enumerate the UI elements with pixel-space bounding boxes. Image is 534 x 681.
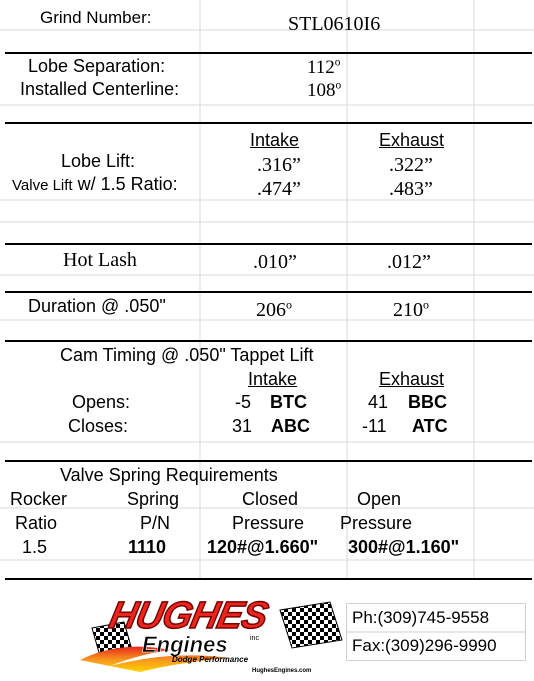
open-pressure-value: 300#@1.160" xyxy=(348,537,460,557)
degree-mark: o xyxy=(423,297,429,312)
hot-lash-exhaust: .012” xyxy=(387,251,431,273)
lobe-lift-exhaust: .322” xyxy=(389,154,433,176)
closed-pressure-value: 120#@1.660" xyxy=(207,537,319,557)
grind-number-value: STL0610I6 xyxy=(288,13,381,35)
logo-url-text: HughesEngines.com xyxy=(252,668,312,674)
logo-brand-text: HUGHES xyxy=(105,594,272,637)
lift-intake-header: Intake xyxy=(250,130,300,150)
lift-exhaust-header: Exhaust xyxy=(379,130,445,150)
opens-exhaust-value: 41 xyxy=(368,392,389,412)
logo-tagline-text: Dodge Performance xyxy=(172,655,249,664)
valve-lift-exhaust: .483” xyxy=(389,178,433,200)
closes-exhaust-ref: ATC xyxy=(412,416,448,436)
hot-lash-intake: .010” xyxy=(253,251,297,273)
duration-intake: 206$^o$ xyxy=(256,297,292,321)
section-divider xyxy=(5,122,532,124)
hughes-engines-logo xyxy=(80,588,345,676)
section-divider xyxy=(5,52,532,54)
section-divider xyxy=(5,460,532,462)
valve-lift-intake: .474” xyxy=(257,178,301,200)
grind-number-label: Grind Number: xyxy=(40,8,152,27)
spring-pn-value: 1110 xyxy=(128,537,167,557)
phone-number: Ph:(309)745-9558 xyxy=(352,608,490,627)
closes-label: Closes: xyxy=(68,416,129,436)
section-divider xyxy=(5,291,532,293)
degree-mark: o xyxy=(334,56,341,69)
opens-intake-value: -5 xyxy=(235,392,252,412)
closes-exhaust-value: -11 xyxy=(362,416,387,436)
closes-intake-value: 31 xyxy=(232,416,253,436)
col-rocker-header-1: Rocker xyxy=(10,489,68,509)
logo-inc-text: inc xyxy=(250,635,259,642)
hot-lash-label: Hot Lash xyxy=(63,249,137,271)
closes-intake-ref: ABC xyxy=(271,416,310,436)
col-spring-header-1: Spring xyxy=(127,489,180,509)
col-spring-header-2: P/N xyxy=(140,513,171,533)
valve-lift-label: Valve Lift w/ 1.5 Ratio: xyxy=(12,174,178,194)
opens-label: Opens: xyxy=(72,392,131,412)
duration-label: Duration @ .050" xyxy=(28,296,166,316)
opens-intake-ref: BTC xyxy=(270,392,307,412)
degree-mark: o xyxy=(335,79,342,92)
logo-sub-text: Engines xyxy=(142,632,228,657)
opens-exhaust-ref: BBC xyxy=(408,392,447,412)
cam-timing-intake-header: Intake xyxy=(248,369,298,389)
valve-spring-title: Valve Spring Requirements xyxy=(60,465,278,485)
rocker-ratio-value: 1.5 xyxy=(22,537,48,557)
section-divider xyxy=(5,243,532,245)
section-divider xyxy=(5,578,532,580)
installed-centerline-value: 108$^o$ xyxy=(307,79,342,101)
lobe-separation-label: Lobe Separation: xyxy=(28,56,166,76)
contact-box xyxy=(346,603,526,661)
col-open-header-2: Pressure xyxy=(340,513,413,533)
fax-number: Fax:(309)296-9990 xyxy=(352,636,497,655)
installed-centerline-label: Installed Centerline: xyxy=(20,79,180,99)
col-closed-header-1: Closed xyxy=(242,489,299,509)
lobe-separation-value: 112$^o$ xyxy=(307,56,341,78)
lobe-lift-label: Lobe Lift: xyxy=(61,151,136,171)
degree-mark: o xyxy=(286,297,292,312)
col-closed-header-2: Pressure xyxy=(232,513,305,533)
col-open-header-1: Open xyxy=(357,489,402,509)
checkered-flag-icon xyxy=(280,602,342,648)
cam-timing-title: Cam Timing @ .050" Tappet Lift xyxy=(60,345,314,365)
lobe-lift-intake: .316” xyxy=(257,154,301,176)
duration-exhaust: 210$^o$ xyxy=(393,297,429,321)
cam-timing-exhaust-header: Exhaust xyxy=(379,369,445,389)
section-divider xyxy=(5,340,532,342)
col-rocker-header-2: Ratio xyxy=(15,513,58,533)
